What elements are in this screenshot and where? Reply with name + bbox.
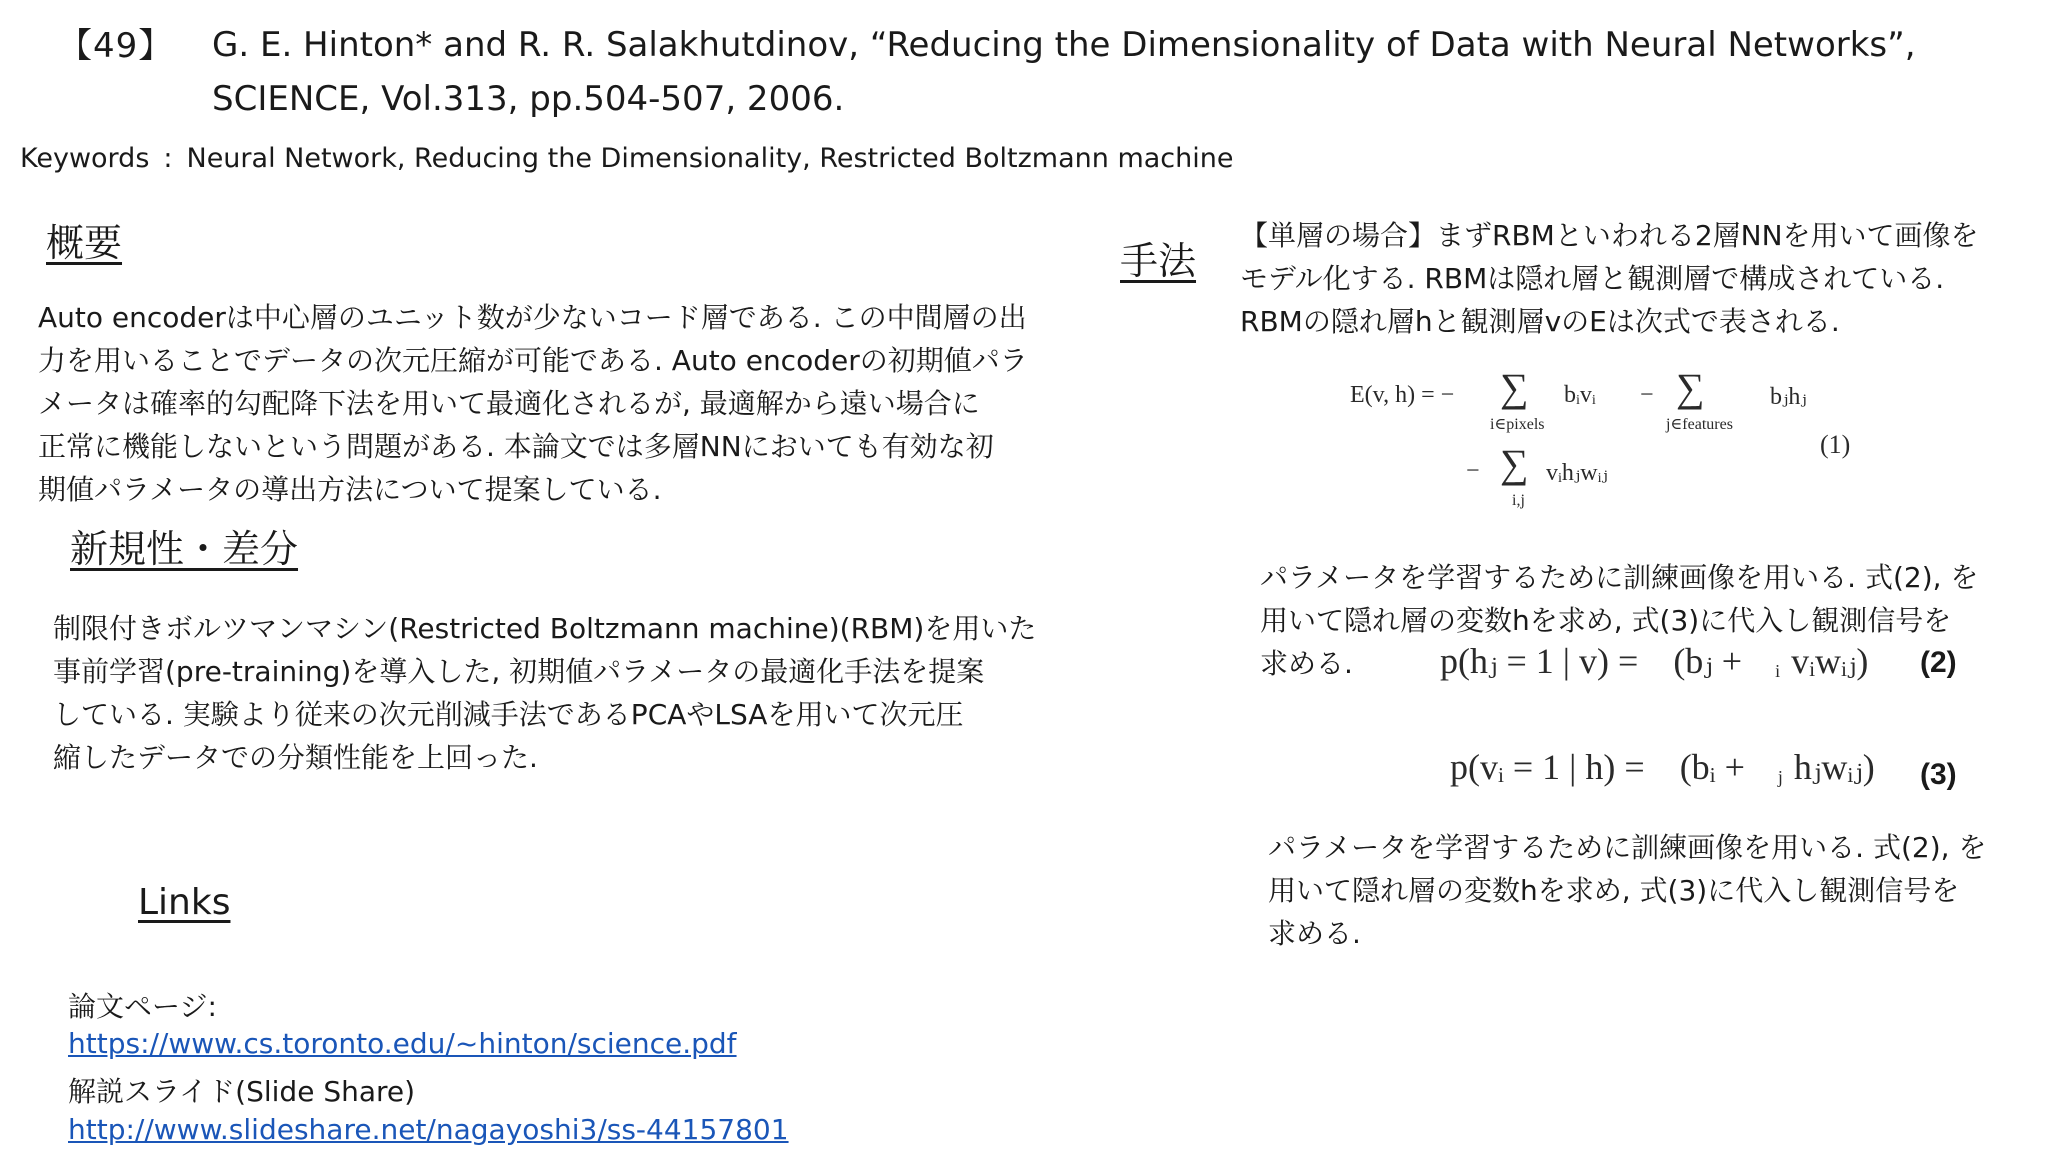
- method-line: 求める.: [1268, 917, 1361, 950]
- eq2-sum-text: vᵢwᵢⱼ): [1791, 641, 1869, 681]
- eq3-sum-term: [1777, 747, 1875, 787]
- keywords-text: Neural Network, Reducing the Dimensionality, Restricted Boltzmann machine: [186, 143, 1234, 174]
- method-line: 【単層の場合】まずRBMといわれる2層NNを用いて画像を: [1240, 219, 1979, 252]
- equation-2: [1440, 640, 1868, 682]
- method-line: 用いて隠れ層の変数hを求め, 式(3)に代入し観測信号を: [1268, 874, 1960, 907]
- method-heading: 手法: [1120, 239, 1197, 283]
- overview-line: 正常に機能しないという問題がある. 本論文では多層NNにおいても有効な初: [38, 430, 994, 463]
- overview-line: 期値パラメータの導出方法について提案している.: [38, 473, 662, 506]
- method-line: モデル化する. RBMは隠れ層と観測層で構成されている.: [1240, 262, 1945, 295]
- novelty-paragraph: [53, 607, 1053, 779]
- eq2-sum-term: [1775, 641, 1869, 681]
- eq1-term-3: vᵢhⱼwᵢⱼ: [1546, 460, 1608, 486]
- sigma-symbol: ∑: [1500, 441, 1529, 486]
- method-paragraph-3: [1268, 826, 2038, 955]
- eq1-number: (1): [1820, 430, 1851, 459]
- equation-3: [1450, 746, 1875, 788]
- method-line: 用いて隠れ層の変数hを求め, 式(3)に代入し観測信号を: [1260, 604, 1952, 637]
- reference-number: 【49】: [58, 26, 174, 66]
- overview-paragraph: [38, 296, 1098, 511]
- eq2-number: (2): [1920, 646, 1957, 679]
- overview-heading: 概要: [46, 221, 123, 265]
- novelty-line: 縮したデータでの分類性能を上回った.: [53, 741, 538, 774]
- novelty-line: 制限付きボルツマンマシン(Restricted Boltzmann machine)(RBM)を用いた: [53, 612, 1037, 645]
- eq3-sum-text: hⱼwᵢⱼ): [1793, 747, 1875, 787]
- eq1-lhs: E(v, h) = −: [1350, 382, 1455, 408]
- novelty-line: 事前学習(pre-training)を導入した, 初期値パラメータの最適化手法を提案: [53, 655, 985, 688]
- slide-share-link[interactable]: http://www.slideshare.net/nagayoshi3/ss-44157801: [68, 1113, 789, 1146]
- eq1-sub-1: i∈pixels: [1490, 416, 1545, 433]
- paper-page-label: 論文ページ:: [68, 990, 217, 1023]
- method-line: RBMの隠れ層hと観測層vのEは次式で表される.: [1240, 305, 1840, 338]
- eq3-rhs: (bᵢ +: [1679, 747, 1745, 787]
- citation-line-1: G. E. Hinton* and R. R. Salakhutdinov, “Reducing the Dimensionality of Data with Neural Networks”,: [212, 25, 1916, 65]
- eq1-minus: −: [1640, 382, 1654, 408]
- eq2-rhs: (bⱼ +: [1673, 641, 1743, 681]
- eq1-term-1: bᵢvᵢ: [1564, 382, 1596, 408]
- eq2-sub: i: [1775, 661, 1781, 681]
- sigma-symbol: ∑: [1500, 365, 1529, 410]
- method-paragraph-1: [1240, 214, 2030, 343]
- eq3-sub: j: [1777, 767, 1783, 787]
- overview-line: 力を用いることでデータの次元圧縮が可能である. Auto encoderの初期値パラ: [38, 344, 1028, 377]
- eq3-number: (3): [1920, 758, 1957, 791]
- equation-1: [1350, 365, 1870, 520]
- eq1-sub-2: j∈features: [1666, 416, 1733, 433]
- method-line: パラメータを学習するために訓練画像を用いる. 式(2), を: [1260, 561, 1979, 594]
- citation-line-2: SCIENCE, Vol.313, pp.504-507, 2006.: [212, 79, 845, 119]
- keywords-label: Keywords: [20, 143, 150, 174]
- method-line: パラメータを学習するために訓練画像を用いる. 式(2), を: [1268, 831, 1987, 864]
- eq1-minus-2: −: [1466, 458, 1480, 484]
- method-line: 求める.: [1260, 647, 1353, 680]
- paper-url-link[interactable]: https://www.cs.toronto.edu/~hinton/science.pdf: [68, 1027, 737, 1060]
- keywords-row: [20, 143, 1234, 174]
- eq1-sub-3: i,j: [1512, 492, 1525, 509]
- sigma-symbol: ∑: [1676, 365, 1705, 410]
- slide-share-label: 解説スライド(Slide Share): [68, 1075, 416, 1108]
- overview-line: メータは確率的勾配降下法を用いて最適化されるが, 最適解から遠い場合に: [38, 387, 980, 420]
- novelty-line: している. 実験より従来の次元削減手法であるPCAやLSAを用いて次元圧: [53, 698, 964, 731]
- eq1-term-2: bⱼhⱼ: [1770, 384, 1807, 410]
- overview-line: Auto encoderは中心層のユニット数が少ないコード層である. この中間層の出: [38, 301, 1027, 334]
- links-heading: Links: [138, 882, 231, 923]
- keywords-separator: :: [163, 143, 173, 174]
- reference-citation: [212, 18, 2032, 126]
- eq2-lhs: p(hⱼ = 1 | v) =: [1440, 641, 1639, 681]
- novelty-heading: 新規性・差分: [70, 527, 299, 571]
- eq3-lhs: p(vᵢ = 1 | h) =: [1450, 747, 1645, 787]
